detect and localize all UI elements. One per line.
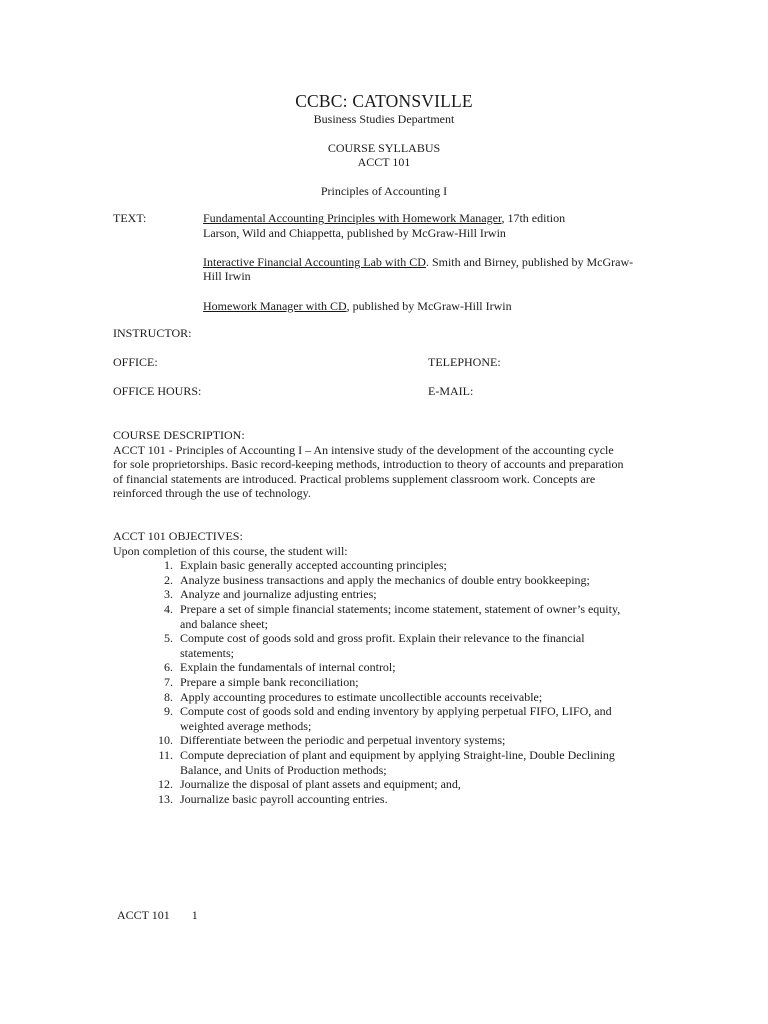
objective-text: Journalize basic payroll accounting entries.	[180, 791, 388, 806]
description-line: of financial statements are introduced. Practical problems supplement classroom work. Concepts are	[113, 471, 596, 486]
textbook-details-line2: Larson, Wild and Chiappetta, published by McGraw-Hill Irwin	[203, 225, 506, 240]
objective-text: Differentiate between the periodic and perpetual inventory systems;	[180, 733, 506, 748]
description-line: ACCT 101 - Principles of Accounting I – An intensive study of the development of the accounting cycle	[113, 442, 614, 457]
objective-item	[113, 631, 658, 660]
description-line: reinforced through the use of technology.	[113, 486, 311, 501]
textbook-entry-line	[203, 255, 663, 270]
textbook-list	[203, 211, 663, 328]
textbook-entry-line	[203, 299, 663, 314]
textbook-details-line2: Hill Irwin	[203, 269, 251, 284]
textbook-entry-line	[203, 211, 663, 226]
objective-number: 7.	[164, 674, 173, 689]
objective-item	[113, 777, 658, 792]
objective-item	[113, 573, 658, 588]
course-description-heading: COURSE DESCRIPTION:	[113, 428, 245, 442]
objective-number: 6.	[164, 660, 173, 675]
objective-text: Journalize the disposal of plant assets and equipment; and,	[180, 777, 461, 792]
page-number: 1	[191, 908, 198, 922]
objective-text: weighted average methods;	[180, 718, 312, 733]
objectives-list	[113, 558, 658, 806]
objective-text: Analyze business transactions and apply the mechanics of double entry bookkeeping;	[180, 572, 590, 587]
objective-text: Analyze and journalize adjusting entries;	[180, 587, 377, 602]
textbook-entry	[203, 299, 663, 314]
objectives-heading: ACCT 101 OBJECTIVES:	[113, 529, 243, 543]
objective-text: Compute cost of goods sold and ending inventory by applying perpetual FIFO, LIFO, and	[180, 704, 612, 719]
office-label: OFFICE:	[113, 355, 158, 369]
objective-item	[113, 690, 658, 705]
page-footer	[117, 908, 198, 923]
objective-number: 11.	[158, 747, 173, 762]
document-type: COURSE SYLLABUS	[327, 140, 441, 155]
objective-item	[113, 660, 658, 675]
email-label: E-MAIL:	[428, 384, 474, 398]
office-hours-label: OFFICE HOURS:	[113, 384, 202, 398]
objective-text: Explain the fundamentals of internal control;	[180, 660, 396, 675]
objective-text: and balance sheet;	[180, 616, 268, 631]
telephone-label: TELEPHONE:	[428, 355, 501, 369]
description-line: for sole proprietorships. Basic record-keeping methods, introduction to theory of accounts and preparation	[113, 457, 624, 472]
objective-number: 3.	[164, 587, 173, 602]
objective-text: Explain basic generally accepted accounting principles;	[180, 558, 447, 573]
objective-item	[113, 602, 658, 631]
textbook-entry	[203, 211, 663, 240]
objective-number: 10.	[158, 733, 173, 748]
textbook-title: Fundamental Accounting Principles with Homework Manager	[203, 211, 502, 225]
textbook-title: Interactive Financial Accounting Lab with CD	[203, 254, 426, 269]
textbook-details: , 17th edition	[501, 211, 566, 225]
course-title: Principles of Accounting I	[320, 183, 448, 198]
objective-text: Compute depreciation of plant and equipment by applying Straight-line, Double Declining	[180, 747, 615, 762]
objective-number: 1.	[164, 558, 173, 573]
objective-item	[113, 587, 658, 602]
objective-item	[113, 675, 658, 690]
text-label: TEXT:	[113, 211, 147, 225]
textbook-details: , published by McGraw-Hill Irwin	[346, 298, 512, 313]
instructor-label: INSTRUCTOR:	[113, 326, 192, 340]
objective-number: 4.	[164, 601, 173, 616]
department-name: Business Studies Department	[313, 112, 455, 126]
textbook-details: . Smith and Birney, published by McGraw-	[425, 254, 634, 269]
objective-number: 12.	[158, 777, 173, 792]
college-name: CCBC: CATONSVILLE	[295, 91, 473, 111]
textbook-entry	[203, 255, 663, 284]
objective-number: 9.	[164, 704, 173, 719]
objective-text: Prepare a set of simple financial statements; income statement, statement of owner’s equity,	[180, 601, 621, 616]
textbook-title: Homework Manager with CD	[203, 298, 347, 313]
course-objectives	[113, 529, 658, 806]
objective-number: 2.	[164, 572, 173, 587]
objective-text: Balance, and Units of Production methods;	[180, 762, 387, 777]
objective-item	[113, 748, 658, 777]
objective-item	[113, 704, 658, 733]
objective-text: Prepare a simple bank reconciliation;	[180, 674, 359, 689]
objective-item	[113, 792, 658, 807]
document-header	[0, 90, 768, 198]
objective-text: statements;	[180, 645, 234, 660]
objective-number: 5.	[164, 631, 173, 646]
objective-number: 13.	[158, 791, 173, 806]
objectives-intro: Upon completion of this course, the student will:	[113, 543, 348, 558]
course-description	[113, 428, 658, 501]
objective-item	[113, 733, 658, 748]
objective-number: 8.	[164, 689, 173, 704]
footer-course-code: ACCT 101	[117, 908, 170, 922]
objective-item	[113, 558, 658, 573]
course-code: ACCT 101	[357, 155, 411, 170]
objective-text: Apply accounting procedures to estimate uncollectible accounts receivable;	[180, 689, 543, 704]
objective-text: Compute cost of goods sold and gross profit. Explain their relevance to the financial	[180, 631, 585, 646]
